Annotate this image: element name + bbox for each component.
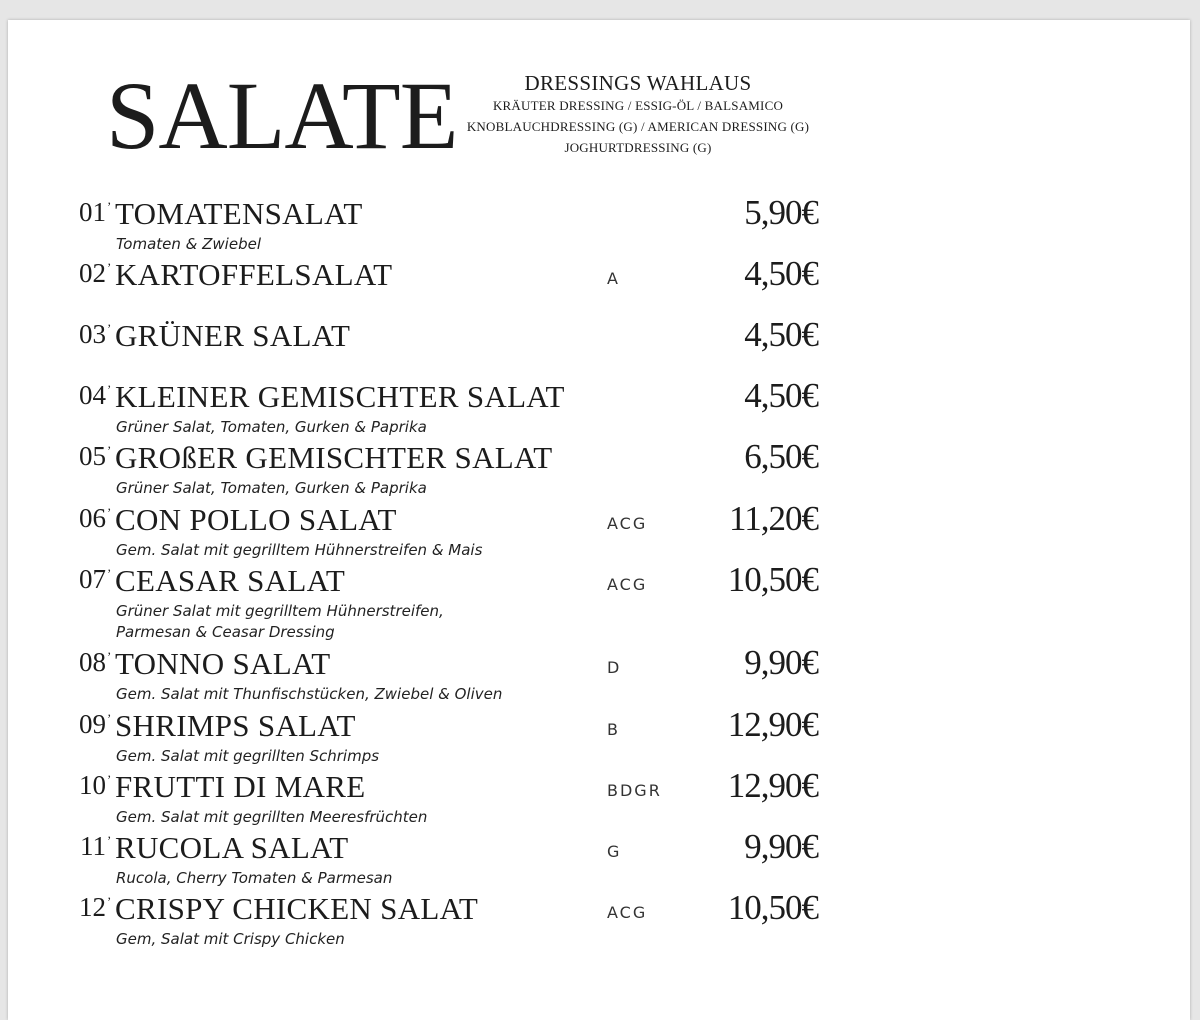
item-price: 4,50€ [744, 376, 818, 415]
item-name: CON POLLO SALAT [115, 502, 397, 537]
item-description: Gem. Salat mit gegrillten Meeresfrüchten [116, 808, 428, 826]
item-allergens: BDGR [607, 781, 662, 800]
item-name: GRÜNER SALAT [115, 318, 351, 353]
item-price: 9,90€ [744, 643, 818, 682]
item-number: 08 [79, 647, 106, 677]
item-allergens: G [607, 842, 622, 861]
menu-item [8, 827, 1190, 892]
item-allergens: D [607, 658, 622, 677]
menu-item [8, 499, 1190, 564]
dressing-line: JOGHURTDRESSING (G) [564, 140, 712, 156]
menu-item [8, 193, 1190, 258]
item-allergens: ACG [607, 903, 648, 922]
dressings-heading: DRESSINGS WAHLAUS [524, 71, 752, 95]
menu-item [8, 766, 1190, 831]
item-name: FRUTTI DI MARE [115, 769, 366, 804]
item-number-mark: ’ [107, 894, 112, 909]
item-name: TOMATENSALAT [115, 196, 363, 231]
item-price: 12,90€ [727, 705, 818, 744]
item-number-mark: ’ [107, 321, 112, 336]
item-number-mark: ’ [107, 649, 112, 664]
item-number: 03 [79, 319, 106, 349]
item-price: 12,90€ [727, 766, 818, 805]
page-title: SALATE [106, 62, 458, 169]
item-name: TONNO SALAT [115, 646, 331, 681]
item-number-mark: ’ [107, 833, 112, 848]
item-number-mark: ’ [107, 443, 112, 458]
item-number: 01 [79, 197, 106, 227]
item-number-mark: ’ [107, 772, 112, 787]
item-number: 04 [79, 380, 106, 410]
menu-item [8, 643, 1190, 708]
item-number-mark: ’ [107, 260, 112, 275]
item-number-mark: ’ [107, 711, 112, 726]
item-price: 5,90€ [744, 193, 818, 232]
item-description: Gem, Salat mit Crispy Chicken [116, 930, 345, 948]
item-name: RUCOLA SALAT [115, 830, 349, 865]
item-description: Gem. Salat mit gegrillten Schrimps [116, 747, 380, 765]
item-number: 11 [80, 831, 106, 861]
item-description: Gem. Salat mit gegrilltem Hühnerstreifen & Mais [116, 541, 483, 559]
item-number: 02 [79, 258, 106, 288]
dressing-line: KRÄUTER DRESSING / ESSIG-ÖL / BALSAMICO [492, 98, 784, 114]
item-number: 05 [79, 441, 106, 471]
menu-item [8, 437, 1190, 502]
item-allergens: A [607, 269, 620, 288]
item-price: 11,20€ [729, 499, 818, 538]
menu-page [8, 20, 1190, 1020]
item-price: 6,50€ [744, 437, 818, 476]
item-price: 10,50€ [727, 888, 818, 927]
menu-item [8, 888, 1190, 953]
item-number-mark: ’ [107, 566, 112, 581]
item-number: 09 [79, 709, 106, 739]
item-name: KARTOFFELSALAT [115, 257, 393, 292]
item-price: 4,50€ [744, 254, 818, 293]
item-number: 10 [79, 770, 106, 800]
item-price: 4,50€ [744, 315, 818, 354]
item-number-mark: ’ [107, 382, 112, 397]
item-description: Rucola, Cherry Tomaten & Parmesan [116, 869, 393, 887]
item-description: Tomaten & Zwiebel [116, 235, 261, 253]
item-name: CEASAR SALAT [115, 563, 346, 598]
item-number: 12 [79, 892, 106, 922]
dressing-line: KNOBLAUCHDRESSING (G) / AMERICAN DRESSING (G) [466, 119, 810, 135]
item-name: KLEINER GEMISCHTER SALAT [115, 379, 565, 414]
item-description: Gem. Salat mit Thunfischstücken, Zwiebel & Oliven [116, 685, 503, 703]
item-allergens: B [607, 720, 620, 739]
menu-item [8, 376, 1190, 441]
item-number-mark: ’ [107, 505, 112, 520]
item-description: Grüner Salat, Tomaten, Gurken & Paprika [116, 418, 427, 436]
menu-item [8, 705, 1190, 770]
item-description: Parmesan & Ceasar Dressing [116, 623, 335, 641]
item-allergens: ACG [607, 575, 648, 594]
item-price: 10,50€ [727, 560, 818, 599]
menu-item [8, 254, 1190, 319]
item-description: Grüner Salat, Tomaten, Gurken & Paprika [116, 479, 427, 497]
item-allergens: ACG [607, 514, 648, 533]
menu-item [8, 315, 1190, 380]
item-number: 06 [79, 503, 106, 533]
item-name: CRISPY CHICKEN SALAT [115, 891, 479, 926]
item-price: 9,90€ [744, 827, 818, 866]
item-name: SHRIMPS SALAT [115, 708, 356, 743]
item-number: 07 [79, 564, 106, 594]
item-description: Grüner Salat mit gegrilltem Hühnerstreifen, [116, 602, 444, 620]
menu-item [8, 560, 1190, 641]
item-name: GROßER GEMISCHTER SALAT [115, 440, 553, 475]
dressings-box [445, 72, 831, 158]
item-number-mark: ’ [107, 199, 112, 214]
